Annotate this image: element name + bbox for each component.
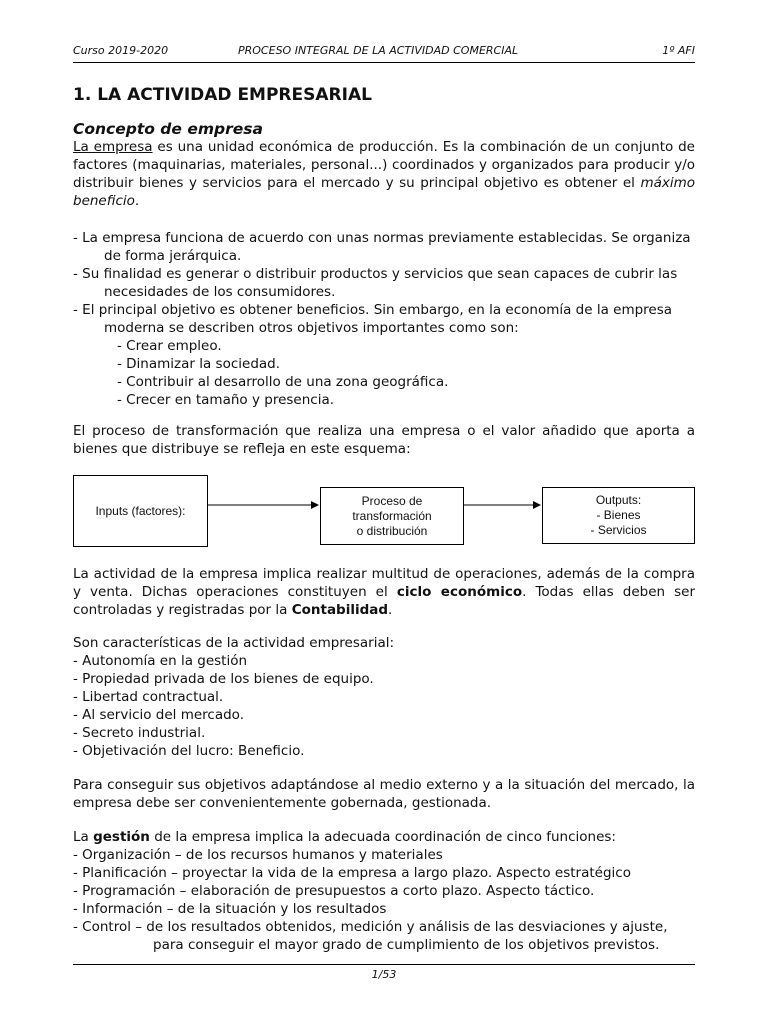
characteristic-item: - Autonomía en la gestión bbox=[73, 653, 248, 669]
header-subject: PROCESO INTEGRAL DE LA ACTIVIDAD COMERCIAL bbox=[238, 44, 519, 57]
characteristic-item: - Objetivación del lucro: Beneficio. bbox=[73, 743, 305, 759]
gestion-text: de la empresa implica la adecuada coordinación de cinco funciones: bbox=[154, 829, 616, 845]
process-line: o distribución bbox=[356, 523, 428, 538]
objective-item: - Dinamizar la sociedad. bbox=[117, 356, 281, 372]
characteristic-item: - Libertad contractual. bbox=[73, 689, 224, 705]
header-course: Curso 2019-2020 bbox=[73, 44, 169, 57]
section-title: 1. LA ACTIVIDAD EMPRESARIAL bbox=[73, 85, 372, 105]
bullet-line: moderna se describen otros objetivos importantes como son: bbox=[104, 320, 519, 336]
bullet-line: - El principal objetivo es obtener beneficios. Sin embargo, en la economía de la empresa bbox=[73, 302, 673, 318]
gestion-item: - Programación – elaboración de presupuestos a corto plazo. Aspecto táctico. bbox=[73, 883, 595, 899]
inputs-label: Inputs (factores): bbox=[95, 503, 186, 518]
process-line: transformación bbox=[352, 508, 432, 523]
characteristics-intro: Son características de la actividad empresarial: bbox=[73, 635, 395, 651]
gestion-item: - Organización – de los recursos humanos y materiales bbox=[73, 847, 443, 863]
characteristic-item: - Secreto industrial. bbox=[73, 725, 206, 741]
process-line: Proceso de bbox=[361, 493, 423, 508]
activity-text: . bbox=[388, 602, 393, 618]
bullet-line: de forma jerárquica. bbox=[104, 248, 242, 264]
characteristics-list bbox=[73, 634, 695, 760]
activity-text: . Todas ellas deben ser controladas y registradas por la bbox=[73, 584, 696, 618]
bullet-line: - Su finalidad es generar o distribuir productos y servicios que sean capaces de cubrir las bbox=[73, 266, 678, 282]
bullet-line: necesidades de los consumidores. bbox=[104, 284, 336, 300]
outputs-line: - Servicios bbox=[590, 523, 647, 537]
definition-text: es una unidad económica de producción. Es la combinación de un conjunto de factores (maquinarias, materiales, personal...) coordinados y organizados para producir y/o distribuir bienes y servicios para el mercado y su principal objetivo es obtener el bbox=[73, 139, 695, 191]
header-level: 1º AFI bbox=[662, 44, 695, 57]
gestion-text: La bbox=[73, 829, 89, 845]
activity-text: La actividad de la empresa implica realizar multitud de operaciones, además de la compra y venta. Dichas operaciones constituyen el bbox=[73, 566, 695, 600]
subtitle: Concepto de empresa bbox=[73, 120, 263, 138]
gestion-term: gestión bbox=[93, 829, 150, 845]
gestion-item-continuation: para conseguir el mayor grado de cumplimiento de los objetivos previstos. bbox=[153, 937, 660, 953]
page-number: 1/53 bbox=[371, 968, 397, 981]
characteristic-item: - Propiedad privada de los bienes de equipo. bbox=[73, 671, 374, 687]
transformation-paragraph: El proceso de transformación que realiza una empresa o el valor añadido que aporta a bienes que distribuye se refleja en este esquema: bbox=[73, 423, 695, 457]
definition-term: La empresa bbox=[73, 139, 153, 155]
gestion-item: - Información – de la situación y los resultados bbox=[73, 901, 387, 917]
gestion-item: - Planificación – proyectar la vida de la empresa a largo plazo. Aspecto estratégico bbox=[73, 865, 631, 881]
gestion-intro bbox=[73, 828, 695, 846]
definition-end: . bbox=[134, 193, 140, 209]
bullet-line: - La empresa funciona de acuerdo con unas normas previamente establecidas. Se organiza bbox=[73, 230, 691, 246]
ciclo-economico: ciclo económico bbox=[396, 584, 523, 600]
definition-emphasis: máximo beneficio bbox=[73, 175, 696, 209]
outputs-line: - Bienes bbox=[596, 508, 641, 522]
gestion-item: - Control – de los resultados obtenidos, medición y análisis de las desviaciones y ajuste, bbox=[73, 919, 668, 935]
objective-item: - Crear empleo. bbox=[117, 338, 222, 354]
contabilidad: Contabilidad bbox=[291, 602, 389, 618]
outputs-line: Outputs: bbox=[595, 493, 642, 507]
characteristic-item: - Al servicio del mercado. bbox=[73, 707, 244, 723]
objective-item: - Contribuir al desarrollo de una zona geográfica. bbox=[117, 374, 449, 390]
activity-paragraph bbox=[73, 565, 695, 619]
objectives-paragraph: Para conseguir sus objetivos adaptándose al medio externo y a la situación del mercado, la empresa debe ser convenientemente gobernada, gestionada. bbox=[73, 777, 695, 811]
gestion-section bbox=[73, 828, 695, 954]
objective-item: - Crecer en tamaño y presencia. bbox=[117, 392, 335, 408]
footer-rule bbox=[73, 964, 695, 965]
